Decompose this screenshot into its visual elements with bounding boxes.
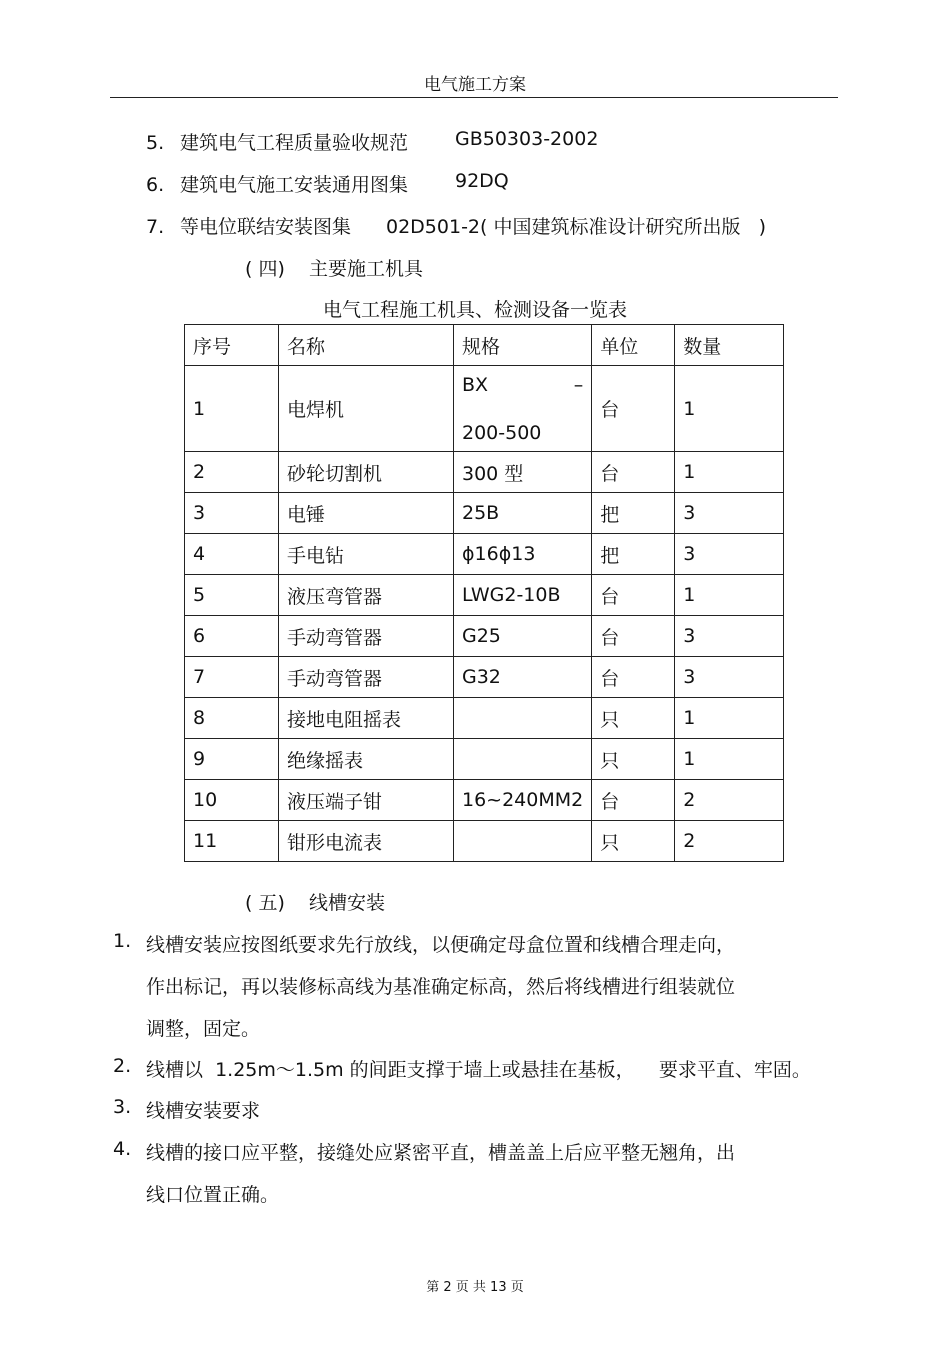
cell-spec-part: BX [462,373,489,396]
list-item-line: 线槽安装应按图纸要求先行放线，以便确定母盒位置和线槽合理走向， [146,934,736,956]
table-row [185,452,784,493]
cell-qty: 1 [675,739,784,780]
column-header: 名称 [279,325,454,366]
cell-unit: 台 [592,780,675,821]
cell-no: 7 [185,657,279,698]
column-header: 数量 [675,325,784,366]
cell-unit: 只 [592,739,675,780]
reference-code: GB50303-2002 [455,128,599,150]
cell-spec: 300 型 [454,452,592,493]
cell-qty: 3 [675,616,784,657]
table-row [185,698,784,739]
cell-name: 接地电阻摇表 [279,698,454,739]
list-item-line: 线槽以 1.25m～1.5m 的间距支撑于墙上或悬挂在基板， 要求平直、牢固。 [146,1059,811,1081]
table-row [185,616,784,657]
cell-spec: ϕ16ϕ13 [454,534,592,575]
cell-name: 砂轮切割机 [279,452,454,493]
cell-no: 9 [185,739,279,780]
cell-qty: 1 [675,698,784,739]
table-caption: 电气工程施工机具、检测设备一览表 [322,299,627,321]
cell-spec: 16~240MM2 [454,780,592,821]
column-header: 序号 [185,325,279,366]
list-item-line: 线口位置正确。 [146,1184,280,1206]
cell-name: 液压弯管器 [279,575,454,616]
cell-spec: 25B [454,493,592,534]
cell-spec [454,698,592,739]
cell-spec: G32 [454,657,592,698]
cell-no: 2 [185,452,279,493]
header-divider [110,97,838,98]
cell-qty: 2 [675,821,784,862]
table-row [185,575,784,616]
cell-qty: 3 [675,493,784,534]
cell-spec: G25 [454,616,592,657]
reference-code: 92DQ [455,170,509,192]
list-item-line: 线槽的接口应平整，接缝处应紧密平直，槽盖盖上后应平整无翘角，出 [146,1142,736,1164]
cell-spec [454,366,592,452]
cell-qty: 3 [675,534,784,575]
cell-no: 11 [185,821,279,862]
cell-no: 5 [185,575,279,616]
cell-no: 1 [185,366,279,452]
table-header-row [185,325,784,366]
page-number: 第 2 页 共 13 页 [426,1280,524,1295]
cell-spec: LWG2-10B [454,575,592,616]
cell-unit: 台 [592,575,675,616]
cell-qty: 1 [675,366,784,452]
table-row [185,366,784,452]
cell-name: 电焊机 [279,366,454,452]
section-heading-5: ( 五) 线槽安装 [245,892,386,914]
cell-no: 3 [185,493,279,534]
reference-number: 7. [146,216,165,238]
column-header: 规格 [454,325,592,366]
cell-unit: 台 [592,366,675,452]
cell-spec [454,821,592,862]
cell-qty: 3 [675,657,784,698]
cell-unit: 台 [592,657,675,698]
cell-spec-part: – [573,373,584,396]
list-item-line: 调整，固定。 [146,1018,261,1040]
table-row [185,534,784,575]
cell-qty: 1 [675,575,784,616]
cell-name: 液压端子钳 [279,780,454,821]
cell-unit: 只 [592,821,675,862]
reference-code: 02D501-2( 中国建筑标准设计研究所出版 ) [386,216,767,238]
table-row [185,821,784,862]
cell-no: 8 [185,698,279,739]
table-row [185,780,784,821]
cell-qty: 1 [675,452,784,493]
cell-name: 电锤 [279,493,454,534]
cell-no: 4 [185,534,279,575]
list-item-line: 线槽安装要求 [146,1100,261,1122]
cell-name: 手电钻 [279,534,454,575]
reference-item-7 [146,212,351,239]
list-item-number: 4. [113,1138,132,1160]
cell-unit: 台 [592,616,675,657]
column-header: 单位 [592,325,675,366]
list-item-line: 作出标记，再以装修标高线为基准确定标高，然后将线槽进行组装就位 [146,976,736,998]
cell-unit: 只 [592,698,675,739]
reference-text: 建筑电气施工安装通用图集 [180,174,409,196]
page-header-title: 电气施工方案 [424,75,526,95]
cell-spec-part: 200-500 [462,421,542,444]
reference-number: 5. [146,132,165,154]
list-item-number: 1. [113,930,132,952]
reference-number: 6. [146,174,165,196]
list-item-number: 3. [113,1096,132,1118]
cell-no: 6 [185,616,279,657]
table-row [185,657,784,698]
section-heading-4: ( 四) 主要施工机具 [245,258,424,280]
reference-text: 建筑电气工程质量验收规范 [180,132,409,154]
reference-text: 等电位联结安装图集 [180,216,352,238]
cell-unit: 把 [592,493,675,534]
reference-item-5 [146,128,408,155]
equipment-table [184,324,784,862]
cell-spec [454,739,592,780]
cell-name: 绝缘摇表 [279,739,454,780]
cell-name: 手动弯管器 [279,616,454,657]
cell-unit: 台 [592,452,675,493]
cell-qty: 2 [675,780,784,821]
cell-name: 钳形电流表 [279,821,454,862]
cell-name: 手动弯管器 [279,657,454,698]
reference-item-6 [146,170,408,197]
table-row [185,739,784,780]
table-row [185,493,784,534]
cell-no: 10 [185,780,279,821]
cell-unit: 把 [592,534,675,575]
list-item-number: 2. [113,1055,132,1077]
